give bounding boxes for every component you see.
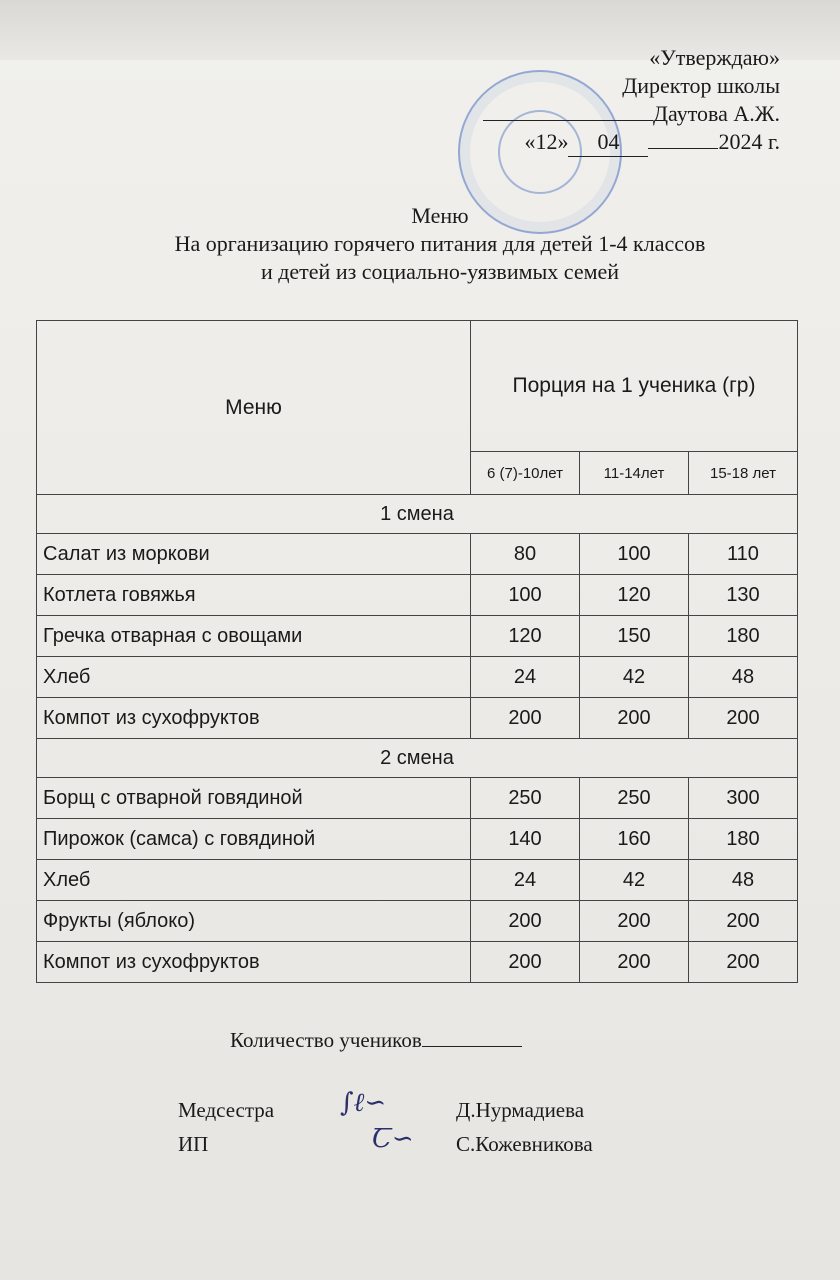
page-title: Меню — [411, 203, 469, 228]
dish-name: Хлеб — [37, 860, 471, 901]
column-header-menu: Меню — [37, 321, 471, 495]
portion-value: 250 — [580, 778, 689, 819]
portion-value: 200 — [471, 901, 580, 942]
date-month: 04 — [568, 128, 648, 157]
portion-value: 100 — [471, 575, 580, 616]
portion-value: 180 — [689, 616, 798, 657]
portion-value: 150 — [580, 616, 689, 657]
table-row — [37, 698, 798, 739]
dish-name: Салат из моркови — [37, 534, 471, 575]
shift-row — [37, 739, 798, 778]
portion-value: 42 — [580, 860, 689, 901]
ip-signature: Ꞇ∽ — [372, 1124, 414, 1154]
table-row — [37, 942, 798, 983]
portion-value: 200 — [580, 942, 689, 983]
table-row — [37, 657, 798, 698]
director-name-line — [483, 100, 780, 128]
portion-value: 160 — [580, 819, 689, 860]
approval-block — [483, 44, 780, 157]
title-subtitle-2: и детей из социально-уязвимых семей — [260, 259, 620, 284]
table-row — [37, 860, 798, 901]
portion-value: 120 — [471, 616, 580, 657]
dish-name: Борщ с отварной говядиной — [37, 778, 471, 819]
age-group-header: 11-14лет — [580, 452, 689, 495]
portion-value: 200 — [689, 698, 798, 739]
age-group-header: 6 (7)-10лет — [471, 452, 580, 495]
portion-value: 250 — [471, 778, 580, 819]
menu-table — [36, 320, 798, 983]
director-name: Даутова А.Ж. — [653, 101, 780, 126]
dish-name: Пирожок (самса) с говядиной — [37, 819, 471, 860]
title-subtitle-1: На организацию горячего питания для детей 1-4 классов — [174, 231, 706, 256]
dish-name: Компот из сухофруктов — [37, 942, 471, 983]
table-row — [37, 575, 798, 616]
portion-value: 200 — [580, 698, 689, 739]
dish-name: Компот из сухофруктов — [37, 698, 471, 739]
portion-value: 24 — [471, 657, 580, 698]
approve-label: «Утверждаю» — [649, 45, 780, 70]
dish-name: Фрукты (яблоко) — [37, 901, 471, 942]
table-row — [37, 901, 798, 942]
dish-name: Гречка отварная с овощами — [37, 616, 471, 657]
portion-value: 200 — [471, 942, 580, 983]
age-group-header: 15-18 лет — [689, 452, 798, 495]
portion-value: 48 — [689, 657, 798, 698]
dish-name: Котлета говяжья — [37, 575, 471, 616]
column-header-portion: Порция на 1 ученика (гр) — [471, 321, 798, 452]
students-count-label: Количество учеников — [230, 1028, 422, 1052]
table-row — [37, 778, 798, 819]
portion-value: 130 — [689, 575, 798, 616]
director-position: Директор школы — [622, 73, 780, 98]
table-row — [37, 616, 798, 657]
date-year: 2024 г. — [718, 129, 780, 154]
portion-value: 24 — [471, 860, 580, 901]
portion-value: 200 — [471, 698, 580, 739]
date-day: «12» — [524, 129, 569, 154]
nurse-name: Д.Нурмадиева — [456, 1098, 585, 1122]
portion-value: 42 — [580, 657, 689, 698]
shift-label: 2 смена — [37, 739, 798, 778]
portion-value: 200 — [580, 901, 689, 942]
shift-label: 1 смена — [37, 495, 798, 534]
dish-name: Хлеб — [37, 657, 471, 698]
nurse-label: Медсестра — [178, 1098, 275, 1122]
portion-value: 110 — [689, 534, 798, 575]
portion-value: 80 — [471, 534, 580, 575]
portion-value: 180 — [689, 819, 798, 860]
table-row — [37, 534, 798, 575]
portion-value: 100 — [580, 534, 689, 575]
table-row — [37, 819, 798, 860]
portion-value: 140 — [471, 819, 580, 860]
students-count-line — [230, 1028, 522, 1053]
approval-date — [483, 128, 780, 157]
portion-value: 200 — [689, 942, 798, 983]
portion-value: 48 — [689, 860, 798, 901]
portion-value: 300 — [689, 778, 798, 819]
ip-name: С.Кожевникова — [456, 1132, 593, 1156]
nurse-signature: ∫ℓ∽ — [340, 1088, 387, 1118]
ip-label: ИП — [178, 1132, 209, 1156]
portion-value: 200 — [689, 901, 798, 942]
portion-value: 120 — [580, 575, 689, 616]
shift-row — [37, 495, 798, 534]
